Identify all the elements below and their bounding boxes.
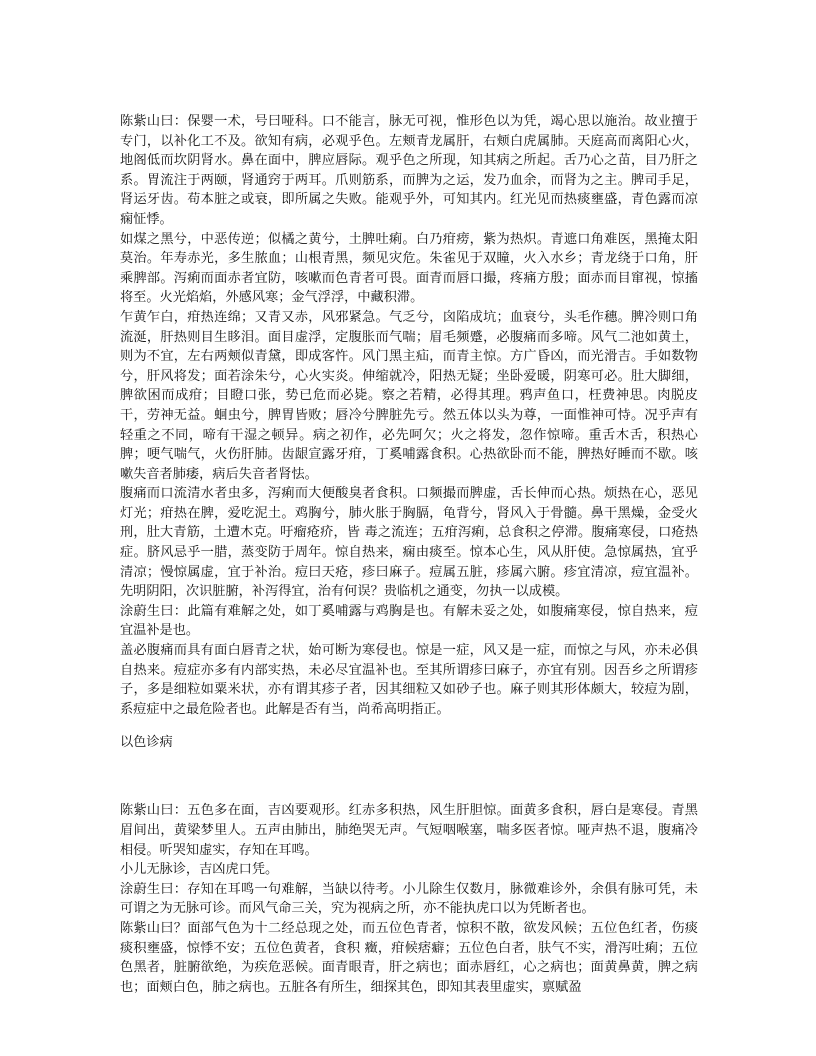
paragraph-preface: 陈紫山曰：保婴一术，号曰哑科。口不能言，脉无可视，惟形色以为凭，竭心思以施治。故业擅于专门，以补化工不及。欲知有病，必观乎色。左颊青龙属肝，右颊白虎属肺。天庭高而离阳心火，地阁低而坎阴肾水。鼻在面中，脾应唇际。观乎色之所现，知其病之所起。舌乃心之苗，目乃肝之系。胃流注于两颐，肾通窍于两耳。爪则筋系，而脾为之运，发乃血余，而肾为之主。脾司手足，肾运牙齿。苟本脏之或衰，即所属之失败。能观乎外，可知其内。红光见而热痰壅盛，青色露而凉痫怔悸。: [120, 114, 698, 227]
paragraph-signs: 乍黄乍白，疳热连绵；又青又赤，风邪紧急。气乏兮，囟陷成坑；血衰兮，头毛作穗。脾冷则口角流涎，肝热则目生眵泪。面目虚浮，定腹胀而气喘；眉毛频蹙，必腹痛而多啼。风气二池如黄土，则为不宜，左右两颊似青黛，即成客忤。风门黑主疝，而青主惊。方广昏凶，而光滑吉。手如数物兮，肝风将发；面若涂朱兮，心火实炎。伸缩就冷，阳热无疑；坐卧爱暖，阴寒可必。肚大脚细，脾欲困而成疳；目瞪口张，势已危而必毙。察之若精，必得其理。鸦声鱼口，枉费神思。肉脱皮干，劳神无益。蛔虫兮，脾胃皆败；唇冷兮脾脏先亏。然五体以头为尊，一面惟神可恃。况乎声有轻重之不同，啼有干湿之顿异。病之初作，必先呵欠；火之将发，忽作惊啼。重舌木舌，积热心脾；哽气喘气，火伤肝肺。齿龈宣露牙疳，丁奚哺露食积。心热欲卧而不能，脾热好睡而不歇。咳嗽失音者肺痿，病后失音者肾怯。: [120, 309, 698, 482]
paragraph-diseases: 腹痛而口流清水者虫多，泻痢而大便酸臭者食积。口频撮而脾虚，舌长伸而心热。烦热在心，恶见灯光；疳热在脾，爱吃泥土。鸡胸兮，肺火胀于胸膈，龟背兮，肾风入于骨髓。鼻干黑燥，金受火刑，肚大青筋，土遭木克。吁瘤疮疥，皆 毒之流连；五疳泻痢，总食积之停滞。腹痛寒侵，口疮热症。脐风忌乎一腊，蒸变防于周年。惊自热来，痫由痰至。惊本心生，风从肝使。急惊属热，宜乎清凉；慢惊属虚，宜于补治。痘曰天疮，疹曰麻子。痘属五脏，疹属六腑。疹宜清凉，痘宜温补。先明阴阳，次识脏腑，补泻得宜，治有何误？贵临机之通变，勿执一以成模。: [120, 486, 698, 600]
paragraph-colors: 如煤之黑兮，中恶传逆；似橘之黄兮，土脾吐痢。白乃疳痨，紫为热炽。青遮口角难医，黑掩太阳莫治。年寿赤光，多生脓血；山根青黑，频见灾危。朱雀见于双瞳，火入水乡；青龙绕于口角，肝乘脾部。泻痢而面赤者宜防，咳嗽而色青者可畏。面青而唇口撮，疼痛方殷；面赤而目窜视，惊搐将至。火光焰焰，外感风寒；金气浮浮，中藏积滞。: [120, 231, 698, 306]
paragraph-five-colors: 陈紫山曰：五色多在面，吉凶要观形。红赤多积热，风生肝胆惊。面黄多食积，唇白是寒侵。青黑眉间出，黄梁梦里人。五声由肺出，肺绝哭无声。气短咽喉塞，喘多医者惊。哑声热不退，腹痛冷相侵。听哭知虚实，存知在耳鸣。: [120, 803, 698, 858]
paragraph-commentary: 涂蔚生曰：此篇有难解之处，如丁奚哺露与鸡胸是也。有解未妥之处，如腹痛寒侵，惊自热来，痘宜温补是也。: [120, 603, 698, 639]
section-heading: 以色诊病: [120, 735, 173, 751]
paragraph-commentary-2: 涂蔚生曰：存知在耳鸣一句难解，当缺以待考。小儿除生仅数月，脉微难诊外，余俱有脉可凭，未可谓之为无脉可诊。而风气命三关，究为视病之所，亦不能执虎口以为凭断者也。: [120, 881, 698, 917]
paragraph-tiger-mouth: 小儿无脉诊，吉凶虎口凭。: [120, 862, 279, 878]
document-page: [120, 112, 698, 997]
section-spacer: [120, 771, 698, 801]
paragraph-five-positions: 陈紫山曰？面部气色为十二经总现之处，而五位色青者，惊积不散，欲发风候；五位色红者，伤痰痰积壅盛，惊悸不安；五位色黄者，食积 癥，疳候痞癖；五位色白者，肤气不实，滑泻吐痢；五位色黑者，脏腑欲绝，为疾危恶候。面青眼青，肝之病也；面赤唇红，心之病也；面黄鼻黄，脾之病也；面颊白色，肺之病也。五脏各有所生，细探其色，即知其表里虚实，禀赋盈: [120, 920, 698, 995]
paragraph-commentary-cont: 盖必腹痛而具有面白唇青之状，始可断为寒侵也。惊是一症，风又是一症，而惊之与风，亦未必俱自热来。痘症亦多有内部实热，未必尽宜温补也。至其所谓疹曰麻子，亦宜有别。因吾乡之所谓疹子，多是细粒如粟米状，亦有谓其疹子者，因其细粒又如砂子也。麻子则其形体颇大，较痘为剧，系痘症中之最危险者也。此解是否有当，尚希高明指正。: [120, 643, 698, 717]
